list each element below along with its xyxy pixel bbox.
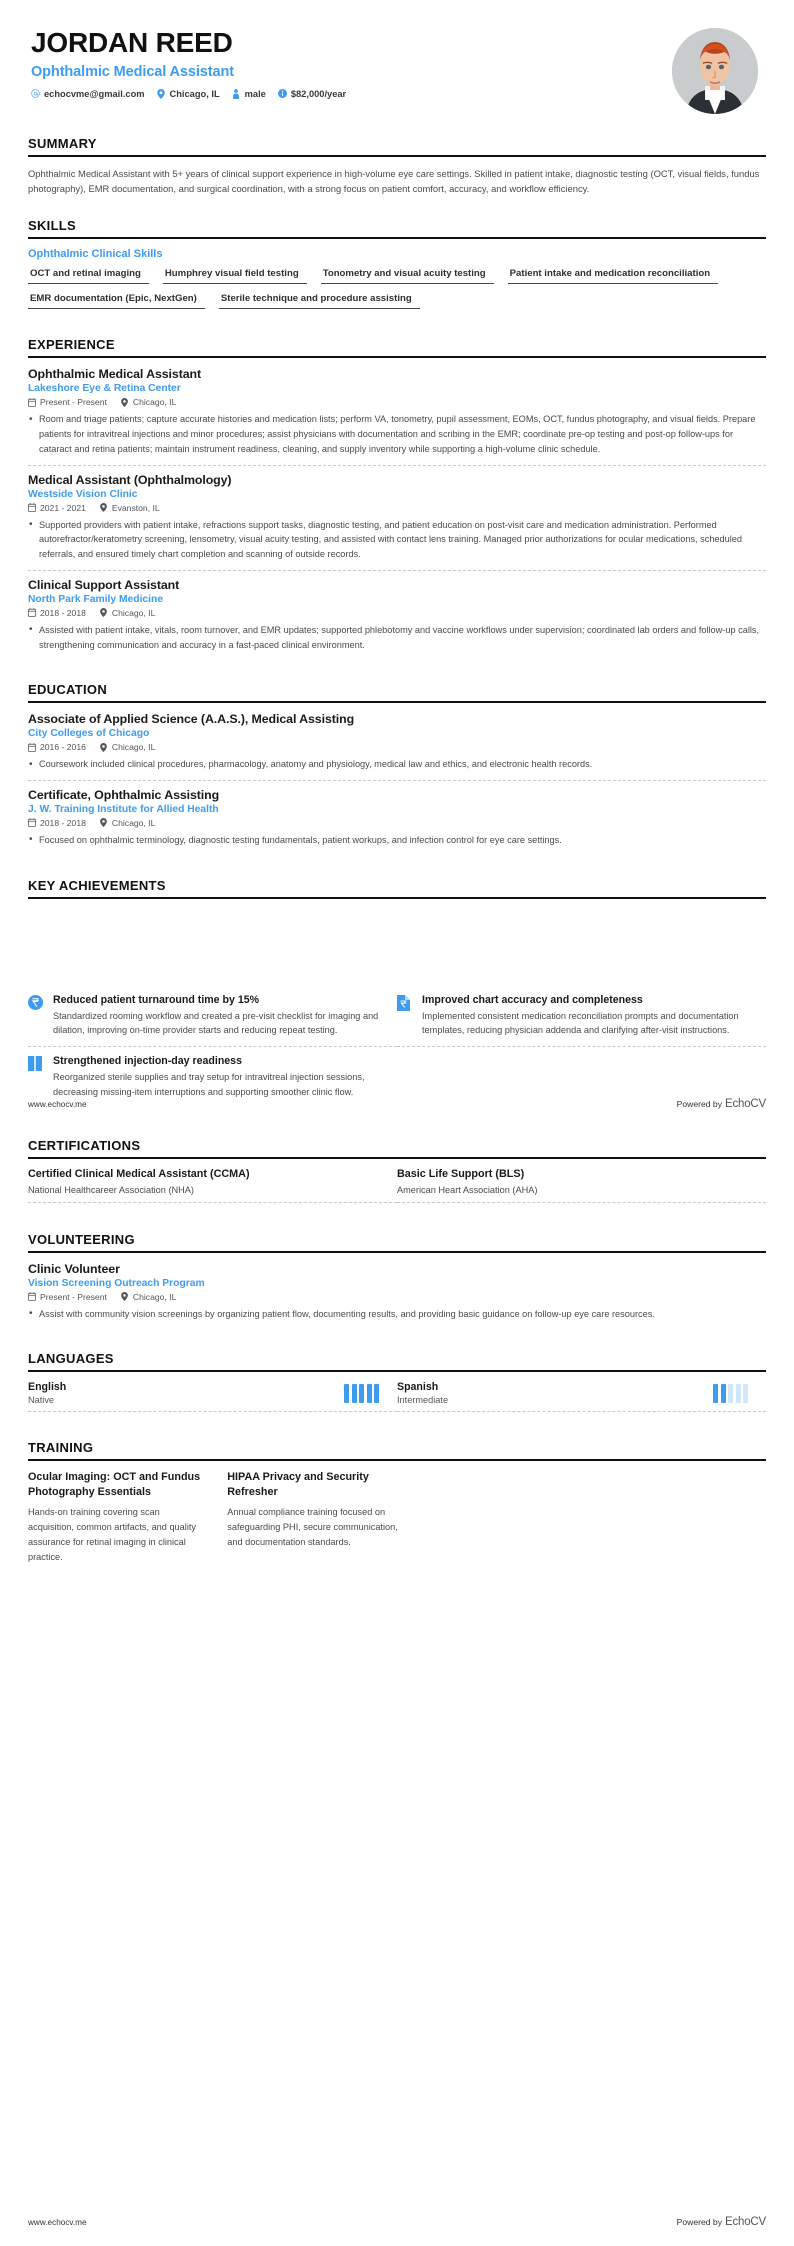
language-item [28,1381,397,1412]
page-footer-2 [0,2216,794,2228]
language-name: English [28,1381,67,1394]
location-pin-icon [100,503,108,512]
experience-location [100,608,155,618]
footer-powered-by: Powered by [676,1099,722,1109]
experience-dates-text: 2018 - 2018 [40,607,86,618]
experience-meta [28,503,766,513]
language-text-block [28,1381,66,1405]
achievement-item [397,994,766,1047]
experience-dates-text: 2021 - 2021 [40,502,86,513]
language-text-block [397,1381,448,1405]
education-meta [28,818,766,828]
training-desc: Annual compliance training focused on safeguarding PHI, secure communication, and documentation standards. [227,1507,398,1547]
certification-item [397,1168,766,1203]
education-dates [28,818,86,828]
email-icon [31,89,40,99]
avatar [672,28,758,114]
section-rule [28,237,766,239]
resume-header [28,0,766,114]
skill-chip: Tonometry and visual acuity testing [321,265,494,284]
language-level: Native [28,1395,55,1406]
section-certifications [28,1138,766,1210]
level-bar [359,1384,364,1403]
section-title-languages: LANGUAGES [28,1351,114,1367]
experience-location-text: Evanston, IL [111,502,160,513]
education-location-text: Chicago, IL [111,742,156,753]
language-name: Spanish [397,1381,439,1394]
footer-url[interactable]: www.echocv.me [28,1099,87,1109]
document-currency-icon [397,995,413,1013]
bullet: • Supported providers with patient intake, refractions support tasks, diagnostic testing, and patient education on post-visit care and medication administration. Performed autorefractor/keratometry screening, lensometry, visual acuity testing, and assisted with contact lens training. Managed prior authorizations for ocular medications, scheduled referrals, and ensured timely chart completion and scanning of outside records. [28,518,766,562]
volunteering-location [121,1292,176,1302]
volunteering-location-text: Chicago, IL [132,1291,177,1302]
level-bar [352,1384,357,1403]
language-grid [28,1381,766,1418]
achievement-title: Strengthened injection-day readiness [53,1055,242,1068]
certification-item [28,1168,397,1203]
book-icon [28,1056,44,1074]
location-pin-icon [100,743,108,752]
education-bullets [28,757,766,772]
person-icon [232,89,241,99]
level-bar [736,1384,741,1403]
experience-dates [28,608,86,618]
footer-brand [677,2216,766,2228]
calendar-icon [28,398,36,407]
achievement-desc: Standardized rooming workflow and created a pre-visit checklist for imaging and dilation, improving on-time provider starts and reducing repeat testing. [53,1010,379,1036]
training-name: HIPAA Privacy and Security Refresher [227,1471,369,1498]
experience-meta [28,608,766,618]
contact-email-text: echocvme@gmail.com [44,88,145,99]
level-bar [721,1384,726,1403]
experience-dates [28,503,86,513]
experience-location [100,503,160,513]
skill-chip: EMR documentation (Epic, NextGen) [28,290,205,309]
language-level-bars [344,1384,379,1403]
skill-chip: Patient intake and medication reconciliation [508,265,718,284]
certification-grid [28,1168,766,1210]
language-level: Intermediate [397,1395,449,1406]
education-org: City Colleges of Chicago [28,728,150,740]
section-rule [28,1459,766,1461]
avatar-wrapper [672,28,758,114]
experience-org: Lakeshore Eye & Retina Center [28,383,181,395]
level-bar [344,1384,349,1403]
experience-bullets [28,518,766,562]
section-title-certifications: CERTIFICATIONS [28,1137,141,1153]
achievement-item [28,994,397,1047]
section-title-training: TRAINING [28,1440,94,1456]
calendar-icon [28,503,36,512]
language-item [397,1381,766,1412]
education-dates-text: 2018 - 2018 [40,817,86,828]
location-pin-icon [100,818,108,827]
section-skills [28,218,766,315]
contact-row [31,89,672,99]
level-bar [367,1384,372,1403]
footer-url[interactable]: www.echocv.me [28,2217,87,2227]
education-dates [28,742,86,752]
location-pin-icon [157,89,166,99]
achievement-body [53,1055,379,1099]
skill-chip: Sterile technique and procedure assisting [219,290,420,309]
contact-salary-text: $82,000/year [290,88,347,99]
location-pin-icon [100,608,108,617]
skill-chip: OCT and retinal imaging [28,265,149,284]
section-title-experience: EXPERIENCE [28,337,115,353]
contact-location [157,89,220,99]
volunteering-entry [28,1262,766,1330]
certification-issuer: American Heart Association (AHA) [397,1184,538,1195]
certification-issuer: National Healthcareer Association (NHA) [28,1184,194,1195]
training-name: Ocular Imaging: OCT and Fundus Photography Essentials [28,1471,201,1498]
calendar-icon [28,743,36,752]
skill-list [28,265,766,315]
experience-bullets [28,623,766,652]
language-level-bars [713,1384,748,1403]
section-rule [28,356,766,358]
experience-bullets [28,412,766,456]
location-pin-icon [121,398,129,407]
level-bar [713,1384,718,1403]
volunteering-org: Vision Screening Outreach Program [28,1277,205,1289]
section-title-volunteering: VOLUNTEERING [28,1231,135,1247]
summary-text: Ophthalmic Medical Assistant with 5+ years of clinical support experience in high-volume eye care settings. Skilled in patient intake, diagnostic testing (OCT, visual fields, fundus photography), EMR documentation, and surgical coordination, with a strong focus on patient comfort, accuracy, and workflow efficiency. [28,168,760,195]
achievement-title: Reduced patient turnaround time by 15% [53,993,260,1006]
bullet: • Assist with community vision screenings by organizing patient flow, documenting results, and providing basic guidance on follow-up eye care resources. [28,1307,766,1322]
contact-gender [232,89,266,99]
education-entry [28,788,766,856]
experience-role: Ophthalmic Medical Assistant [28,367,202,382]
education-location [100,818,155,828]
achievement-body [53,994,379,1038]
currency-circle-icon [28,995,44,1013]
education-location-text: Chicago, IL [111,817,156,828]
contact-location-text: Chicago, IL [169,88,220,99]
achievement-body [422,994,748,1038]
volunteering-role: Clinic Volunteer [28,1261,120,1276]
section-title-education: EDUCATION [28,682,108,698]
section-volunteering [28,1232,766,1330]
section-training [28,1440,766,1564]
education-org: J. W. Training Institute for Allied Health [28,803,219,815]
page-break-gap [28,908,766,994]
volunteering-meta [28,1292,766,1302]
section-title-key-achievements: KEY ACHIEVEMENTS [28,877,166,893]
calendar-icon [28,1292,36,1301]
candidate-job-title: Ophthalmic Medical Assistant [31,63,234,80]
bullet: • Focused on ophthalmic terminology, diagnostic testing fundamentals, patient workups, and infection control for eye care settings. [28,833,766,848]
volunteering-dates-text: Present - Present [40,1291,107,1302]
achievement-title: Improved chart accuracy and completeness [422,993,643,1006]
section-title-summary: SUMMARY [28,136,97,151]
education-degree: Associate of Applied Science (A.A.S.), Medical Assisting [28,712,355,727]
experience-dates [28,397,107,407]
level-bar [728,1384,733,1403]
education-dates-text: 2016 - 2016 [40,742,86,753]
footer-brand-name: EchoCV [725,1098,766,1110]
section-rule [28,1370,766,1372]
experience-dates-text: Present - Present [40,397,107,408]
footer-brand [677,1098,766,1110]
section-rule [28,897,766,899]
location-pin-icon [121,1292,129,1301]
experience-role: Medical Assistant (Ophthalmology) [28,472,232,487]
footer-powered-by: Powered by [676,2217,722,2227]
achievement-desc: Reorganized sterile supplies and tray setup for intravitreal injection sessions, decreasing missing-item interruptions and supporting smoother clinic flow. [53,1072,365,1097]
section-key-achievements [28,878,766,1116]
page-footer-1 [0,1098,794,1110]
education-entry [28,712,766,781]
contact-email[interactable] [31,89,145,99]
contact-gender-text: male [244,88,266,99]
certification-name: Basic Life Support (BLS) [397,1167,525,1180]
level-bar [374,1384,379,1403]
section-rule [28,1251,766,1253]
training-grid [28,1470,766,1564]
experience-entry [28,367,766,465]
experience-entry [28,473,766,571]
experience-entry [28,578,766,660]
experience-meta [28,397,766,407]
level-bar [743,1384,748,1403]
experience-location [121,397,176,407]
education-meta [28,742,766,752]
contact-salary [278,89,346,99]
experience-org: Westside Vision Clinic [28,488,138,500]
volunteering-dates [28,1292,107,1302]
bullet: • Coursework included clinical procedures, pharmacology, anatomy and physiology, medical law and ethics, and electronic health records. [28,757,766,772]
section-rule [28,1157,766,1159]
bullet: • Assisted with patient intake, vitals, room turnover, and EMR updates; supported phlebotomy and vaccine workflows under supervision; coordinated lab orders and follow-up calls, strengthening communication and accuracy in a fast-paced clinical environment. [28,623,766,652]
candidate-name: JORDAN REED [31,27,233,58]
certification-name: Certified Clinical Medical Assistant (CCMA) [28,1167,250,1180]
header-text-block [28,28,672,99]
achievement-desc: Implemented consistent medication reconciliation prompts and documentation templates, reducing physician addenda and clarifying after-visit instructions. [422,1010,739,1036]
info-circle-icon [278,89,287,99]
experience-role: Clinical Support Assistant [28,577,180,592]
experience-location-text: Chicago, IL [132,397,177,408]
volunteering-bullets [28,1307,766,1322]
experience-org: North Park Family Medicine [28,593,164,605]
section-summary [28,136,766,196]
training-desc: Hands-on training covering scan acquisition, common artifacts, and quality assurance for retinal imaging in clinical practice. [28,1507,197,1562]
education-bullets [28,833,766,848]
education-degree: Certificate, Ophthalmic Assisting [28,787,220,802]
footer-brand-name: EchoCV [725,2216,766,2228]
section-experience [28,337,766,660]
training-item [227,1470,426,1564]
education-location [100,742,155,752]
section-education [28,682,766,855]
skill-chip: Humphrey visual field testing [163,265,307,284]
section-rule [28,701,766,703]
calendar-icon [28,608,36,617]
skill-group-name: Ophthalmic Clinical Skills [28,248,163,261]
experience-location-text: Chicago, IL [111,607,156,618]
section-title-skills: SKILLS [28,218,77,234]
bullet: • Room and triage patients; capture accurate histories and medication lists; perform VA, tonometry, pupil assessment, EOMs, OCT, fundus photography, and visual fields. Prepare patients for intravitreal injections and minor procedures; assist physicians with documentation and scribing in the EMR; coordinate pre-op testing and post-op follow-ups for cataract and retina patients; maintain instrument readiness, cleaning, and supply inventory while supporting a high-volume clinic schedule. [28,412,766,456]
training-item [28,1470,227,1564]
calendar-icon [28,818,36,827]
section-languages [28,1351,766,1418]
section-rule [28,155,766,157]
